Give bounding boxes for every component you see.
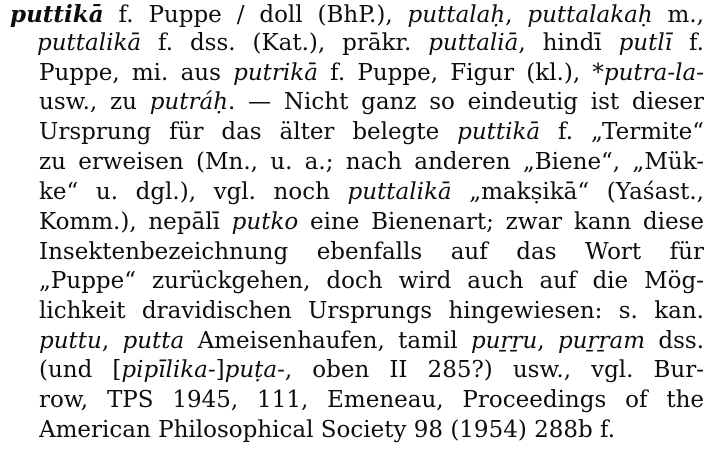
- entry-text: „makṣikā“ (Yaśast.,: [451, 179, 704, 205]
- entry-text: f.: [672, 30, 704, 56]
- entry-text: ]: [215, 357, 225, 383]
- entry-line: [39, 177, 704, 207]
- entry-text: f. Puppe, Figur (kl.), *: [317, 60, 604, 86]
- italic-form: pipīlika-: [121, 357, 216, 383]
- entry-line: [39, 87, 704, 117]
- entry-text: ,: [101, 328, 123, 354]
- italic-form: puttalikā: [347, 179, 452, 205]
- entry-text: m.,: [652, 2, 704, 28]
- italic-form: putta: [122, 328, 185, 354]
- entry-text: Ameisenhaufen, tamil: [184, 328, 471, 354]
- entry-text: Ursprung für das älter belegte: [39, 119, 458, 145]
- entry-text: (und [: [39, 357, 122, 383]
- entry-text: f. „Termite“: [540, 119, 704, 145]
- entry-line: [39, 385, 704, 415]
- italic-form: putráḥ: [149, 89, 229, 115]
- italic-form: puṭa-: [224, 357, 285, 383]
- italic-form: puttalikā: [37, 30, 142, 56]
- entry-text: . — Nicht ganz so eindeutig ist dieser: [228, 89, 704, 115]
- italic-form: puttikā: [457, 119, 541, 145]
- entry-text: American Philosophical Society 98 (1954) 288b f.: [39, 417, 616, 443]
- italic-form: putlī: [618, 30, 673, 56]
- entry-text: Puppe, mi. aus: [39, 60, 234, 86]
- entry-line: [10, 0, 704, 30]
- entry-text: f. Puppe / doll (BhP.),: [103, 2, 408, 28]
- headword: puttikā: [10, 1, 104, 28]
- entry-line: [37, 28, 704, 58]
- italic-form: puttalakaḥ: [527, 2, 653, 28]
- entry-line: [39, 117, 704, 147]
- entry-line: [39, 326, 704, 356]
- entry-text: ,: [505, 2, 528, 28]
- entry-text: „Puppe“ zurückgehen, doch wird auch auf die Mög-: [39, 268, 704, 294]
- entry-text: f. dss. (Kat.), prākr.: [141, 30, 429, 56]
- italic-form: putrikā: [233, 60, 318, 86]
- entry-text: dss.: [645, 328, 704, 354]
- entry-text: lichkeit dravidischen Ursprungs hingewiesen: s. kan.: [39, 298, 704, 324]
- entry-text: , hindī: [518, 30, 619, 56]
- entry-line: [39, 415, 704, 445]
- italic-form: putra-la-: [603, 60, 704, 86]
- italic-form: putko: [231, 209, 299, 235]
- entry-line: [39, 147, 704, 177]
- italic-form: puṟṟam: [557, 328, 646, 354]
- italic-form: puṟṟu: [470, 328, 538, 354]
- entry-text: ke“ u. dgl.), vgl. noch: [39, 179, 348, 205]
- entry-text: , oben II 285?) usw., vgl. Bur-: [284, 357, 704, 383]
- entry-line: [39, 355, 704, 385]
- entry-line: [39, 296, 704, 326]
- entry-line: [39, 266, 704, 296]
- entry-text: usw., zu: [39, 89, 150, 115]
- entry-text: ,: [537, 328, 558, 354]
- entry-line: [39, 237, 704, 267]
- entry-line: [39, 58, 704, 88]
- italic-form: puttalaḥ: [407, 2, 506, 28]
- entry-text: eine Bienenart; zwar kann diese: [298, 209, 704, 235]
- entry-text: Komm.), nepālī: [39, 209, 232, 235]
- entry-text: zu erweisen (Mn., u. a.; nach anderen „Biene“, „Mük-: [39, 149, 704, 175]
- entry-text: Insektenbezeichnung ebenfalls auf das Wort für: [39, 239, 704, 265]
- entry-line: [39, 207, 704, 237]
- entry-text: row, TPS 1945, 111, Emeneau, Proceedings of the: [39, 387, 704, 413]
- italic-form: puttu: [39, 328, 102, 354]
- italic-form: puttaliā: [428, 30, 519, 56]
